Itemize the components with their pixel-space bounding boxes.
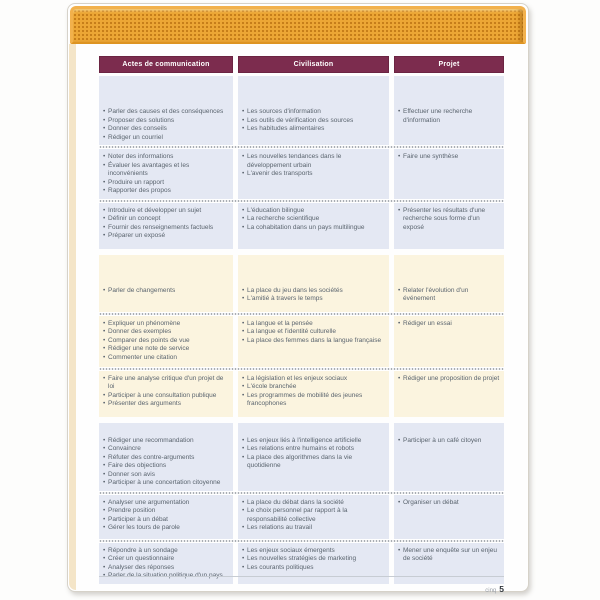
bullet-icon: • (103, 436, 106, 444)
list-item (103, 232, 229, 241)
list-item (398, 499, 500, 508)
list-item (242, 207, 385, 216)
bullet-icon: • (242, 436, 245, 444)
bullet-icon: • (398, 206, 401, 214)
list-item-label: Rédiger un essai (403, 319, 452, 327)
bullet-icon: • (398, 153, 401, 160)
cell-projet (394, 316, 504, 367)
list-item-label: Parler de changements (108, 286, 176, 294)
list-item-label: Donner des conseils (108, 125, 167, 132)
list-item-label: Parler des causes et des conséquences (108, 108, 224, 115)
bullet-icon: • (103, 336, 106, 344)
list-item-label: Définir un concept (108, 215, 161, 222)
bullet-icon: • (103, 116, 106, 124)
bullet-icon: • (398, 498, 401, 506)
bullet-icon: • (242, 453, 245, 461)
list-item-label: Les habitudes alimentaires (247, 125, 325, 132)
list-item-label: La place des femmes dans la langue française (247, 336, 382, 344)
list-item-label: Commenter une citation (108, 353, 178, 361)
table-row (99, 203, 504, 249)
list-item (242, 337, 385, 346)
list-item (398, 320, 500, 329)
bullet-icon: • (103, 470, 106, 478)
bullet-icon: • (103, 524, 106, 531)
cell-actes (99, 149, 233, 199)
list-item (398, 153, 500, 162)
table-row (99, 149, 504, 199)
list-item-label: Les programmes de mobilité des jeunes francophones (247, 391, 363, 407)
list-item (103, 392, 229, 401)
page-number-word: cinq (485, 588, 497, 594)
syllabus-table (99, 56, 504, 584)
table-row (99, 423, 504, 491)
list-item-label: L'école branchée (247, 383, 297, 390)
cell-civilisation (238, 316, 389, 367)
list-item (103, 134, 229, 143)
list-item-label: Faire une analyse critique d'un projet de loi (108, 374, 224, 390)
list-item-label: Les nouvelles stratégies de marketing (247, 555, 357, 562)
table-row (99, 371, 504, 417)
table-body (99, 76, 504, 584)
cell-civilisation (238, 371, 389, 417)
table-row (99, 76, 504, 145)
list-item (103, 345, 229, 354)
bullet-icon: • (103, 479, 106, 486)
list-item-label: Gérer les tours de parole (108, 524, 180, 531)
list-item-label: Donner son avis (108, 470, 155, 478)
table-section (99, 423, 504, 584)
list-item (242, 224, 385, 233)
list-item (242, 507, 385, 524)
list-item (103, 117, 229, 126)
bullet-icon: • (242, 391, 245, 399)
list-item (103, 437, 229, 446)
bullet-icon: • (242, 108, 245, 115)
column-header-projet: Projet (394, 56, 504, 73)
list-item (103, 179, 229, 188)
bullet-icon: • (103, 133, 106, 141)
column-header-civilisation: Civilisation (238, 56, 389, 73)
list-item (103, 108, 229, 117)
page-number: 5 (499, 584, 504, 594)
list-item (242, 437, 385, 446)
list-item-label: Créer un questionnaire (108, 555, 175, 562)
bullet-icon: • (242, 286, 245, 294)
cell-civilisation (238, 495, 389, 539)
list-item (103, 328, 229, 337)
list-item (242, 445, 385, 454)
page-spine-edge (69, 44, 76, 590)
list-item (103, 153, 229, 162)
cell-actes (99, 423, 233, 491)
list-item-label: Présenter des arguments (108, 400, 181, 407)
book-page (67, 3, 529, 592)
list-item (103, 287, 229, 296)
list-item-label: Les outils de vérification des sources (247, 116, 354, 124)
bullet-icon: • (398, 546, 401, 554)
cell-projet (394, 495, 504, 539)
list-item (103, 445, 229, 454)
bullet-icon: • (103, 391, 106, 399)
list-item (103, 224, 229, 233)
table-section (99, 76, 504, 249)
list-item (242, 153, 385, 170)
bullet-icon: • (103, 555, 106, 562)
list-item (103, 207, 229, 216)
list-item-label: Faire une synthèse (403, 153, 459, 160)
bullet-icon: • (242, 170, 245, 177)
page-footer (99, 579, 504, 597)
bullet-icon: • (103, 215, 106, 222)
bullet-icon: • (242, 153, 245, 160)
bullet-icon: • (103, 507, 106, 514)
list-item-label: Les courants politiques (247, 563, 314, 571)
list-item-label: La place du jeu dans les sociétés (247, 286, 343, 294)
list-item-label: Parler de la situation politique d'un pays (108, 572, 223, 579)
list-item-label: Analyser des réponses (108, 563, 175, 571)
list-item-label: L'éducation bilingue (247, 206, 305, 214)
bullet-icon: • (242, 546, 245, 554)
list-item-label: La cohabitation dans un pays multilingue (247, 223, 365, 231)
list-item (242, 555, 385, 564)
list-item (103, 337, 229, 346)
bullet-icon: • (242, 125, 245, 132)
list-item-label: Rédiger une recommandation (108, 436, 194, 444)
bullet-icon: • (398, 286, 401, 294)
list-item (242, 383, 385, 392)
list-item (103, 524, 229, 533)
bullet-icon: • (242, 563, 245, 571)
bullet-icon: • (242, 319, 245, 327)
cell-civilisation (238, 423, 389, 491)
list-item (242, 117, 385, 126)
bullet-icon: • (103, 462, 106, 469)
list-item-label: Donner des exemples (108, 328, 172, 335)
cell-actes (99, 76, 233, 145)
list-item (103, 471, 229, 480)
bullet-icon: • (103, 345, 106, 352)
table-row (99, 255, 504, 312)
list-item-label: Les relations au travail (247, 524, 313, 531)
list-item-label: Rédiger une proposition de projet (403, 374, 500, 382)
list-item-label: Les relations entre humains et robots (247, 445, 354, 452)
bullet-icon: • (242, 374, 245, 382)
list-item (103, 320, 229, 329)
bullet-icon: • (242, 116, 245, 124)
bullet-icon: • (103, 232, 106, 239)
cell-actes (99, 495, 233, 539)
cell-actes (99, 316, 233, 367)
list-item (103, 516, 229, 525)
bullet-icon: • (103, 572, 106, 579)
table-row (99, 495, 504, 539)
bullet-icon: • (103, 353, 106, 361)
list-item (242, 108, 385, 117)
list-item-label: Faire des objections (108, 462, 167, 469)
bullet-icon: • (398, 436, 401, 444)
list-item-label: Introduire et développer un sujet (108, 206, 202, 214)
list-item-label: Fournir des renseignements factuels (108, 223, 214, 231)
list-item (242, 375, 385, 384)
bullet-icon: • (242, 295, 245, 302)
bullet-icon: • (242, 223, 245, 231)
list-item (242, 125, 385, 134)
list-item-label: Prendre position (108, 507, 156, 514)
list-item (242, 454, 385, 471)
bullet-icon: • (103, 223, 106, 231)
list-item-label: Effectuer une recherche d'information (403, 108, 473, 124)
cell-actes (99, 543, 233, 584)
cell-projet (394, 543, 504, 584)
bullet-icon: • (242, 383, 245, 390)
list-item-label: L'amitié à travers le temps (247, 295, 323, 302)
cell-projet (394, 423, 504, 491)
list-item-label: Relater l'évolution d'un événement (403, 286, 469, 302)
bullet-icon: • (103, 125, 106, 132)
list-item-label: La législation et les enjeux sociaux (247, 374, 348, 382)
list-item-label: Les enjeux sociaux émergents (247, 546, 335, 554)
list-item-label: Le choix personnel par rapport à la responsabilité collective (247, 507, 348, 523)
list-item (103, 187, 229, 196)
list-item (242, 320, 385, 329)
list-item (103, 215, 229, 224)
list-item (103, 125, 229, 134)
list-item (398, 108, 500, 125)
table-header-row (99, 56, 504, 73)
list-item-label: Les enjeux liés à l'intelligence artificielle (247, 436, 362, 444)
column-header-actes-de-communication: Actes de communication (99, 56, 233, 73)
list-item-label: Noter des informations (108, 153, 174, 160)
list-item-label: Participer à une consultation publique (108, 391, 217, 399)
cell-civilisation (238, 149, 389, 199)
list-item (103, 564, 229, 573)
list-item (103, 507, 229, 516)
bullet-icon: • (103, 286, 106, 294)
list-item (242, 287, 385, 296)
bullet-icon: • (242, 507, 245, 514)
list-item-label: La recherche scientifique (247, 215, 320, 222)
list-item-label: Rédiger une note de service (108, 345, 190, 352)
bullet-icon: • (103, 178, 106, 186)
bullet-icon: • (103, 563, 106, 571)
cell-projet (394, 149, 504, 199)
list-item-label: Participer à un café citoyen (403, 436, 482, 444)
list-item-label: La place des algorithmes dans la vie quotidienne (247, 453, 353, 469)
list-item-label: Les sources d'information (247, 108, 321, 115)
list-item (103, 499, 229, 508)
bullet-icon: • (398, 374, 401, 382)
bullet-icon: • (103, 328, 106, 335)
bullet-icon: • (242, 555, 245, 562)
bullet-icon: • (242, 336, 245, 344)
list-item (242, 215, 385, 224)
bullet-icon: • (242, 498, 245, 506)
list-item-label: Mener une enquête sur un enjeu de société (403, 546, 497, 562)
list-item (242, 295, 385, 304)
bullet-icon: • (242, 445, 245, 452)
list-item-label: Rapporter des propos (108, 187, 171, 194)
list-item-label: Participer à une concertation citoyenne (108, 479, 221, 486)
list-item-label: Produire un rapport (108, 178, 165, 186)
bullet-icon: • (242, 215, 245, 222)
list-item (103, 547, 229, 556)
bullet-icon: • (103, 445, 106, 452)
list-item-label: Rédiger un courriel (108, 133, 163, 141)
bullet-icon: • (103, 319, 106, 327)
footer-divider (99, 576, 504, 577)
list-item-label: Préparer un exposé (108, 232, 166, 239)
list-item (398, 547, 500, 564)
orange-header-band (70, 6, 526, 44)
list-item (398, 287, 500, 304)
bullet-icon: • (103, 546, 106, 554)
bullet-icon: • (103, 108, 106, 115)
list-item-label: Répondre à un sondage (108, 546, 178, 554)
cell-civilisation (238, 76, 389, 145)
list-item (242, 547, 385, 556)
bullet-icon: • (103, 515, 106, 523)
cell-actes (99, 203, 233, 249)
cell-actes (99, 255, 233, 312)
bullet-icon: • (398, 108, 401, 115)
cell-civilisation (238, 543, 389, 584)
bullet-icon: • (103, 453, 106, 461)
list-item (103, 162, 229, 179)
bullet-icon: • (103, 153, 106, 160)
list-item-label: Proposer des solutions (108, 116, 175, 124)
cell-actes (99, 371, 233, 417)
cell-projet (394, 76, 504, 145)
bullet-icon: • (103, 161, 106, 169)
cell-projet (394, 255, 504, 312)
list-item-label: Les nouvelles tendances dans le développement urbain (247, 153, 342, 169)
list-item (103, 479, 229, 488)
bullet-icon: • (103, 187, 106, 194)
list-item-label: Participer à un débat (108, 515, 168, 523)
list-item (242, 499, 385, 508)
table-section (99, 255, 504, 417)
list-item (242, 392, 385, 409)
bullet-icon: • (103, 374, 106, 382)
bullet-icon: • (242, 206, 245, 214)
list-item (103, 462, 229, 471)
bullet-icon: • (103, 498, 106, 506)
cell-projet (394, 371, 504, 417)
list-item (103, 454, 229, 463)
list-item (398, 437, 500, 446)
list-item (103, 375, 229, 392)
list-item (242, 564, 385, 573)
list-item (242, 328, 385, 337)
list-item-label: L'avenir des transports (247, 170, 313, 177)
list-item-label: Présenter les résultats d'une recherche sous forme d'un exposé (403, 206, 486, 231)
list-item (242, 170, 385, 179)
bullet-icon: • (103, 400, 106, 407)
bullet-icon: • (242, 328, 245, 335)
list-item-label: Réfuter des contre-arguments (108, 453, 195, 461)
cell-civilisation (238, 203, 389, 249)
list-item-label: La place du débat dans la société (247, 498, 344, 506)
list-item-label: La langue et l'identité culturelle (247, 328, 337, 335)
list-item (103, 400, 229, 409)
list-item-label: Expliquer un phénomène (108, 319, 181, 327)
table-row (99, 316, 504, 367)
list-item (103, 354, 229, 363)
bullet-icon: • (103, 206, 106, 214)
list-item-label: Convaincre (108, 445, 141, 452)
table-row (99, 543, 504, 584)
bullet-icon: • (398, 319, 401, 327)
list-item-label: Comparer des points de vue (108, 336, 190, 344)
list-item (398, 207, 500, 233)
list-item-label: La langue et la pensée (247, 319, 313, 327)
list-item (103, 555, 229, 564)
cell-projet (394, 203, 504, 249)
list-item-label: Évaluer les avantages et les inconvénients (108, 161, 190, 177)
bullet-icon: • (242, 524, 245, 531)
list-item (398, 375, 500, 384)
cell-civilisation (238, 255, 389, 312)
list-item (242, 524, 385, 533)
list-item-label: Organiser un débat (403, 498, 459, 506)
list-item-label: Analyser une argumentation (108, 498, 190, 506)
